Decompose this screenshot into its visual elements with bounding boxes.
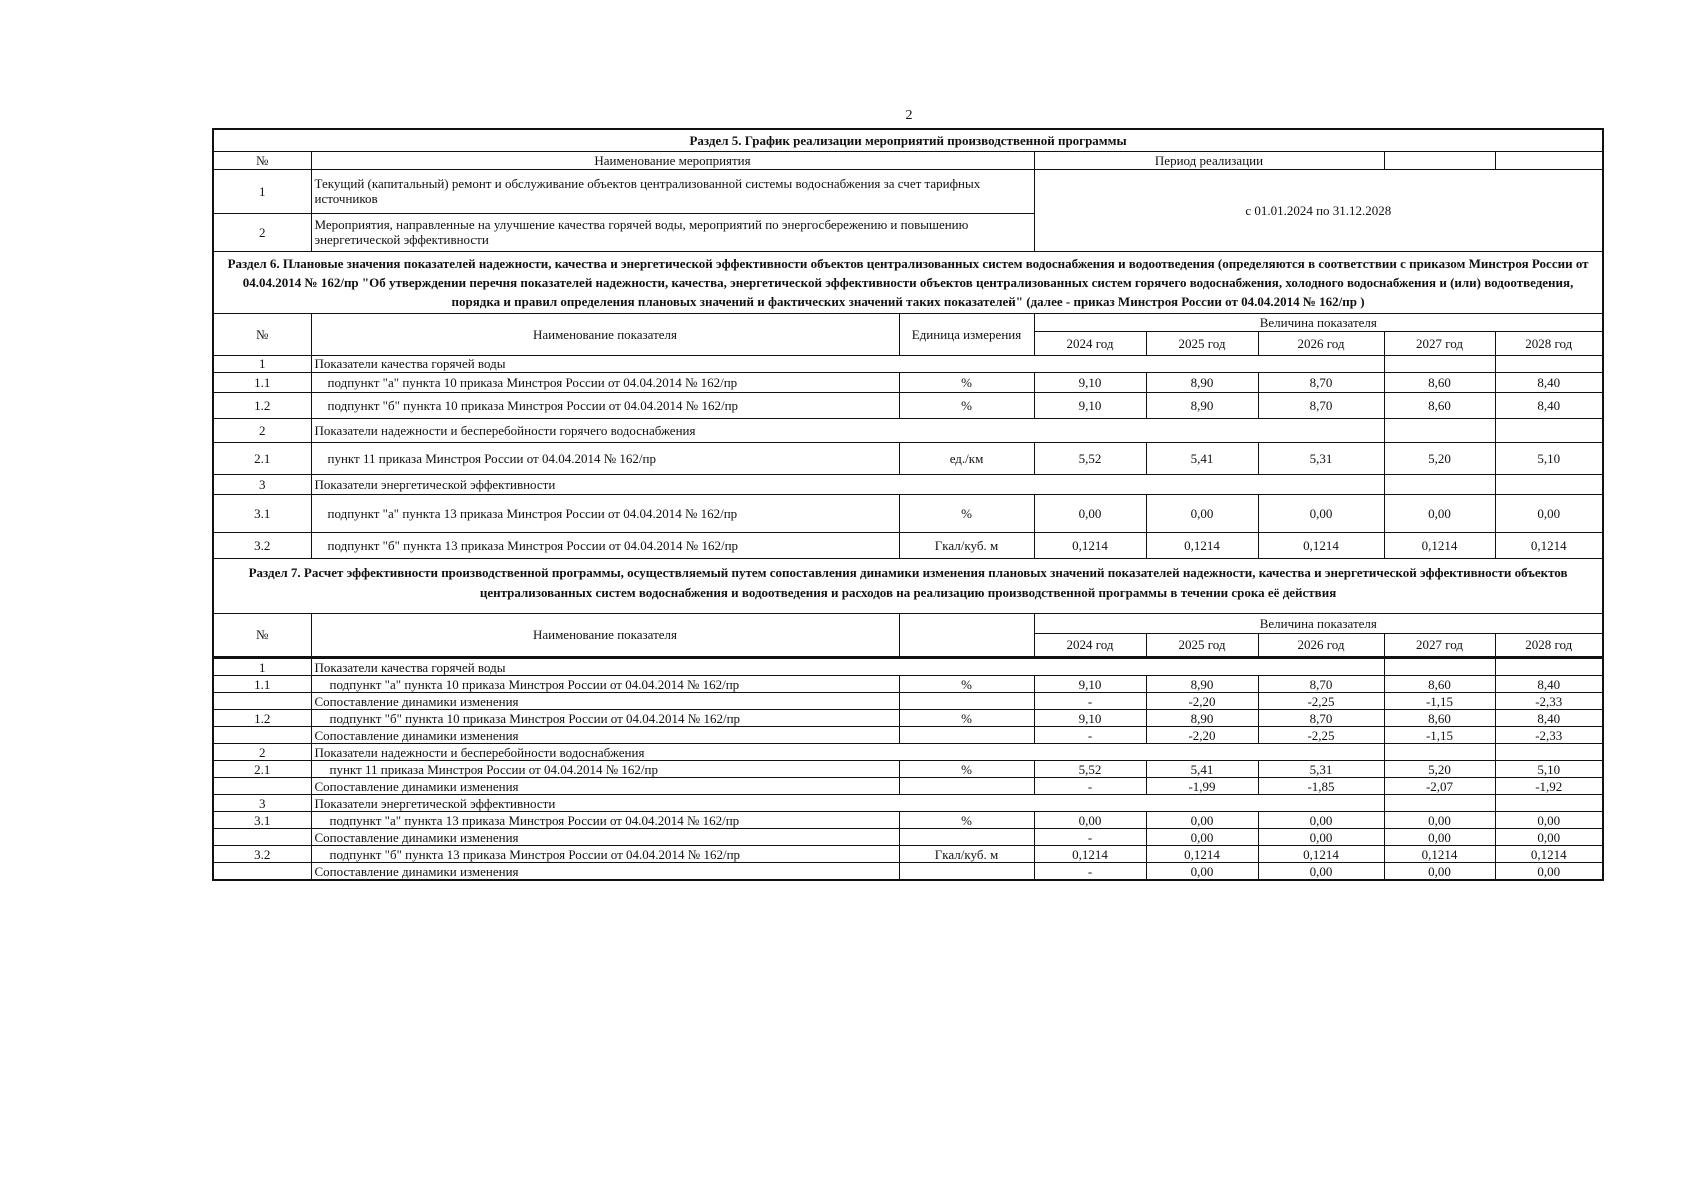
s7-year-2: 2025 год <box>1146 633 1258 657</box>
s5-row-2-name: Мероприятия, направленные на улучшение качества горячей воды, мероприятий по энергосбережению и повышению энергетической эффективности <box>311 213 1034 251</box>
s6-r12-no: 1.2 <box>213 392 311 418</box>
s6-year-1: 2024 год <box>1034 331 1146 355</box>
s7-r31-no: 3.1 <box>213 812 311 829</box>
s7-r11-no: 1.1 <box>213 676 311 693</box>
s7-r31-d1: - <box>1034 829 1146 846</box>
s6-g2-no: 2 <box>213 418 311 442</box>
s6-r12-v5: 8,40 <box>1495 392 1603 418</box>
s7-r31-d2: 0,00 <box>1146 829 1258 846</box>
s6-r12-name: подпункт "б" пункта 10 приказа Минстроя России от 04.04.2014 № 162/пр <box>311 392 899 418</box>
s6-r11-v5: 8,40 <box>1495 372 1603 392</box>
s7-r21-name: пункт 11 приказа Минстроя России от 04.04.2014 № 162/пр <box>311 761 899 778</box>
s7-r32-d3: 0,00 <box>1258 863 1384 881</box>
s7-r12-v5: 8,40 <box>1495 710 1603 727</box>
s6-r31-v1: 0,00 <box>1034 494 1146 532</box>
s7-r12-v2: 8,90 <box>1146 710 1258 727</box>
document-body <box>212 128 1602 881</box>
s7-r11-v1: 9,10 <box>1034 676 1146 693</box>
s7-r31-v5: 0,00 <box>1495 812 1603 829</box>
section6-title: Раздел 6. Плановые значения показателей надежности, качества и энергетической эффективности объектов централизованных систем водоснабжения и водоотведения (определяются в соответствии с приказом Минстроя России от 04.04.2014 № 162/пр "Об утверждении перечня показателей надежности, качества, энергетической эффективности объектов централизованных систем горячего водоснабжения, холодного водоснабжения и (или) водоотведения, порядка и правил определения плановых значений и фактических значений таких показателей" (далее - приказ Минстроя России от 04.04.2014 № 162/пр ) <box>213 251 1603 313</box>
s7-r32-d1: - <box>1034 863 1146 881</box>
s6-year-4: 2027 год <box>1384 331 1495 355</box>
s7-r12-name: подпункт "б" пункта 10 приказа Минстроя России от 04.04.2014 № 162/пр <box>311 710 899 727</box>
s7-r32-d4: 0,00 <box>1384 863 1495 881</box>
s6-col-value: Величина показателя <box>1034 313 1603 331</box>
s7-r32-unit: Гкал/куб. м <box>899 846 1034 863</box>
s6-year-5: 2028 год <box>1495 331 1603 355</box>
s6-col-unit: Единица измерения <box>899 313 1034 355</box>
s6-r21-v4: 5,20 <box>1384 442 1495 474</box>
s7-r11-d3: -2,25 <box>1258 693 1384 710</box>
s7-r12-unit: % <box>899 710 1034 727</box>
s7-r32-v3: 0,1214 <box>1258 846 1384 863</box>
s6-r31-unit: % <box>899 494 1034 532</box>
s6-r11-v2: 8,90 <box>1146 372 1258 392</box>
s7-year-3: 2026 год <box>1258 633 1384 657</box>
s6-r31-v5: 0,00 <box>1495 494 1603 532</box>
s7-g2-no: 2 <box>213 744 311 761</box>
s7-r11-v4: 8,60 <box>1384 676 1495 693</box>
s6-r31-v3: 0,00 <box>1258 494 1384 532</box>
s6-r11-unit: % <box>899 372 1034 392</box>
s7-r21-unit: % <box>899 761 1034 778</box>
s7-r32-v2: 0,1214 <box>1146 846 1258 863</box>
s6-r11-v3: 8,70 <box>1258 372 1384 392</box>
s7-year-4: 2027 год <box>1384 633 1495 657</box>
s6-year-3: 2026 год <box>1258 331 1384 355</box>
section7-table <box>212 658 1604 881</box>
s6-g1-no: 1 <box>213 355 311 372</box>
s6-r32-name: подпункт "б" пункта 13 приказа Минстроя России от 04.04.2014 № 162/пр <box>311 532 899 558</box>
s6-r11-v1: 9,10 <box>1034 372 1146 392</box>
s7-col-value: Величина показателя <box>1034 613 1603 633</box>
s6-r21-v5: 5,10 <box>1495 442 1603 474</box>
s7-r32-name: подпункт "б" пункта 13 приказа Минстроя России от 04.04.2014 № 162/пр <box>311 846 899 863</box>
s7-r31-d5: 0,00 <box>1495 829 1603 846</box>
s6-r21-name: пункт 11 приказа Минстроя России от 04.04.2014 № 162/пр <box>311 442 899 474</box>
s6-r32-unit: Гкал/куб. м <box>899 532 1034 558</box>
s7-r32-v1: 0,1214 <box>1034 846 1146 863</box>
s7-r31-v3: 0,00 <box>1258 812 1384 829</box>
s7-r31-name: подпункт "а" пункта 13 приказа Минстроя России от 04.04.2014 № 162/пр <box>311 812 899 829</box>
s7-year-5: 2028 год <box>1495 633 1603 657</box>
s7-g3-name: Показатели энергетической эффективности <box>311 795 1384 812</box>
s7-r11-d2: -2,20 <box>1146 693 1258 710</box>
s6-r31-v4: 0,00 <box>1384 494 1495 532</box>
s6-g1-name: Показатели качества горячей воды <box>311 355 1384 372</box>
s7-r12-v3: 8,70 <box>1258 710 1384 727</box>
s7-col-no: № <box>213 613 311 657</box>
s7-r21-v2: 5,41 <box>1146 761 1258 778</box>
s7-g1-name: Показатели качества горячей воды <box>311 659 1384 676</box>
s7-r12-cmp-label: Сопоставление динамики изменения <box>311 727 899 744</box>
section5-title: Раздел 5. График реализации мероприятий производственной программы <box>213 129 1603 151</box>
s7-r21-v5: 5,10 <box>1495 761 1603 778</box>
s7-r11-d4: -1,15 <box>1384 693 1495 710</box>
s7-r32-d2: 0,00 <box>1146 863 1258 881</box>
s7-r32-v4: 0,1214 <box>1384 846 1495 863</box>
s7-r12-v4: 8,60 <box>1384 710 1495 727</box>
s7-r11-cmp-label: Сопоставление динамики изменения <box>311 693 899 710</box>
s6-r21-v1: 5,52 <box>1034 442 1146 474</box>
s5-col-period: Период реализации <box>1034 151 1384 169</box>
s5-col-no: № <box>213 151 311 169</box>
s7-r11-d5: -2,33 <box>1495 693 1603 710</box>
s5-period-value: с 01.01.2024 по 31.12.2028 <box>1034 169 1603 251</box>
s7-r31-unit: % <box>899 812 1034 829</box>
s7-r11-unit: % <box>899 676 1034 693</box>
s7-r11-v3: 8,70 <box>1258 676 1384 693</box>
s6-r21-v3: 5,31 <box>1258 442 1384 474</box>
s6-r32-v1: 0,1214 <box>1034 532 1146 558</box>
s6-r11-no: 1.1 <box>213 372 311 392</box>
s7-r31-d4: 0,00 <box>1384 829 1495 846</box>
s6-r12-v2: 8,90 <box>1146 392 1258 418</box>
s7-r12-d4: -1,15 <box>1384 727 1495 744</box>
s6-r32-v5: 0,1214 <box>1495 532 1603 558</box>
s5-row-1-no: 1 <box>213 169 311 213</box>
s6-r32-v2: 0,1214 <box>1146 532 1258 558</box>
s7-col-name: Наименование показателя <box>311 613 899 657</box>
s6-year-2: 2025 год <box>1146 331 1258 355</box>
s7-r21-d3: -1,85 <box>1258 778 1384 795</box>
s7-r21-d1: - <box>1034 778 1146 795</box>
s7-r11-v5: 8,40 <box>1495 676 1603 693</box>
s6-col-no: № <box>213 313 311 355</box>
s7-r21-v1: 5,52 <box>1034 761 1146 778</box>
s7-r32-cmp-label: Сопоставление динамики изменения <box>311 863 899 881</box>
s7-r21-v4: 5,20 <box>1384 761 1495 778</box>
s6-r11-v4: 8,60 <box>1384 372 1495 392</box>
s5-col-name: Наименование мероприятия <box>311 151 1034 169</box>
s7-r32-d5: 0,00 <box>1495 863 1603 881</box>
s6-g2-name: Показатели надежности и бесперебойности горячего водоснабжения <box>311 418 1384 442</box>
s7-r21-cmp-label: Сопоставление динамики изменения <box>311 778 899 795</box>
s5-row-2-no: 2 <box>213 213 311 251</box>
s6-r12-unit: % <box>899 392 1034 418</box>
s6-r21-no: 2.1 <box>213 442 311 474</box>
s7-r31-v4: 0,00 <box>1384 812 1495 829</box>
page-number: 2 <box>905 108 913 123</box>
s7-g1-no: 1 <box>213 659 311 676</box>
s7-r31-v1: 0,00 <box>1034 812 1146 829</box>
s6-g3-no: 3 <box>213 474 311 494</box>
s6-r12-v4: 8,60 <box>1384 392 1495 418</box>
s6-r12-v3: 8,70 <box>1258 392 1384 418</box>
s6-r21-v2: 5,41 <box>1146 442 1258 474</box>
section7-title: Раздел 7. Расчет эффективности производственной программы, осуществляемый путем сопоставления динамики изменения плановых значений показателей надежности, качества и энергетической эффективности объектов централизованных систем водоснабжения и водоотведения и расходов на реализацию производственной программы в течении срока её действия <box>213 558 1603 613</box>
s5-row-1-name: Текущий (капитальный) ремонт и обслуживание объектов централизованной системы водоснабжения за счет тарифных источников <box>311 169 1034 213</box>
s7-r21-d5: -1,92 <box>1495 778 1603 795</box>
main-table <box>212 128 1604 658</box>
s7-g3-no: 3 <box>213 795 311 812</box>
s7-r21-d4: -2,07 <box>1384 778 1495 795</box>
s7-r12-d1: - <box>1034 727 1146 744</box>
s6-r31-name: подпункт "а" пункта 13 приказа Минстроя России от 04.04.2014 № 162/пр <box>311 494 899 532</box>
s7-g2-name: Показатели надежности и бесперебойности водоснабжения <box>311 744 1384 761</box>
s6-r32-v4: 0,1214 <box>1384 532 1495 558</box>
s6-r32-no: 3.2 <box>213 532 311 558</box>
s7-r11-d1: - <box>1034 693 1146 710</box>
s7-r11-v2: 8,90 <box>1146 676 1258 693</box>
s6-g3-name: Показатели энергетической эффективности <box>311 474 1384 494</box>
s7-r12-no: 1.2 <box>213 710 311 727</box>
s7-r12-d5: -2,33 <box>1495 727 1603 744</box>
s7-r12-d3: -2,25 <box>1258 727 1384 744</box>
s6-r31-no: 3.1 <box>213 494 311 532</box>
s7-r21-d2: -1,99 <box>1146 778 1258 795</box>
s7-r12-d2: -2,20 <box>1146 727 1258 744</box>
s6-col-name: Наименование показателя <box>311 313 899 355</box>
s7-r32-v5: 0,1214 <box>1495 846 1603 863</box>
s6-r31-v2: 0,00 <box>1146 494 1258 532</box>
s7-year-1: 2024 год <box>1034 633 1146 657</box>
s6-r11-name: подпункт "а" пункта 10 приказа Минстроя России от 04.04.2014 № 162/пр <box>311 372 899 392</box>
s7-r32-no: 3.2 <box>213 846 311 863</box>
s7-r31-d3: 0,00 <box>1258 829 1384 846</box>
s7-r11-name: подпункт "а" пункта 10 приказа Минстроя России от 04.04.2014 № 162/пр <box>311 676 899 693</box>
s7-r31-v2: 0,00 <box>1146 812 1258 829</box>
s7-r31-cmp-label: Сопоставление динамики изменения <box>311 829 899 846</box>
s6-r12-v1: 9,10 <box>1034 392 1146 418</box>
s7-r12-v1: 9,10 <box>1034 710 1146 727</box>
s7-r21-no: 2.1 <box>213 761 311 778</box>
s7-r21-v3: 5,31 <box>1258 761 1384 778</box>
s6-r21-unit: ед./км <box>899 442 1034 474</box>
s6-r32-v3: 0,1214 <box>1258 532 1384 558</box>
